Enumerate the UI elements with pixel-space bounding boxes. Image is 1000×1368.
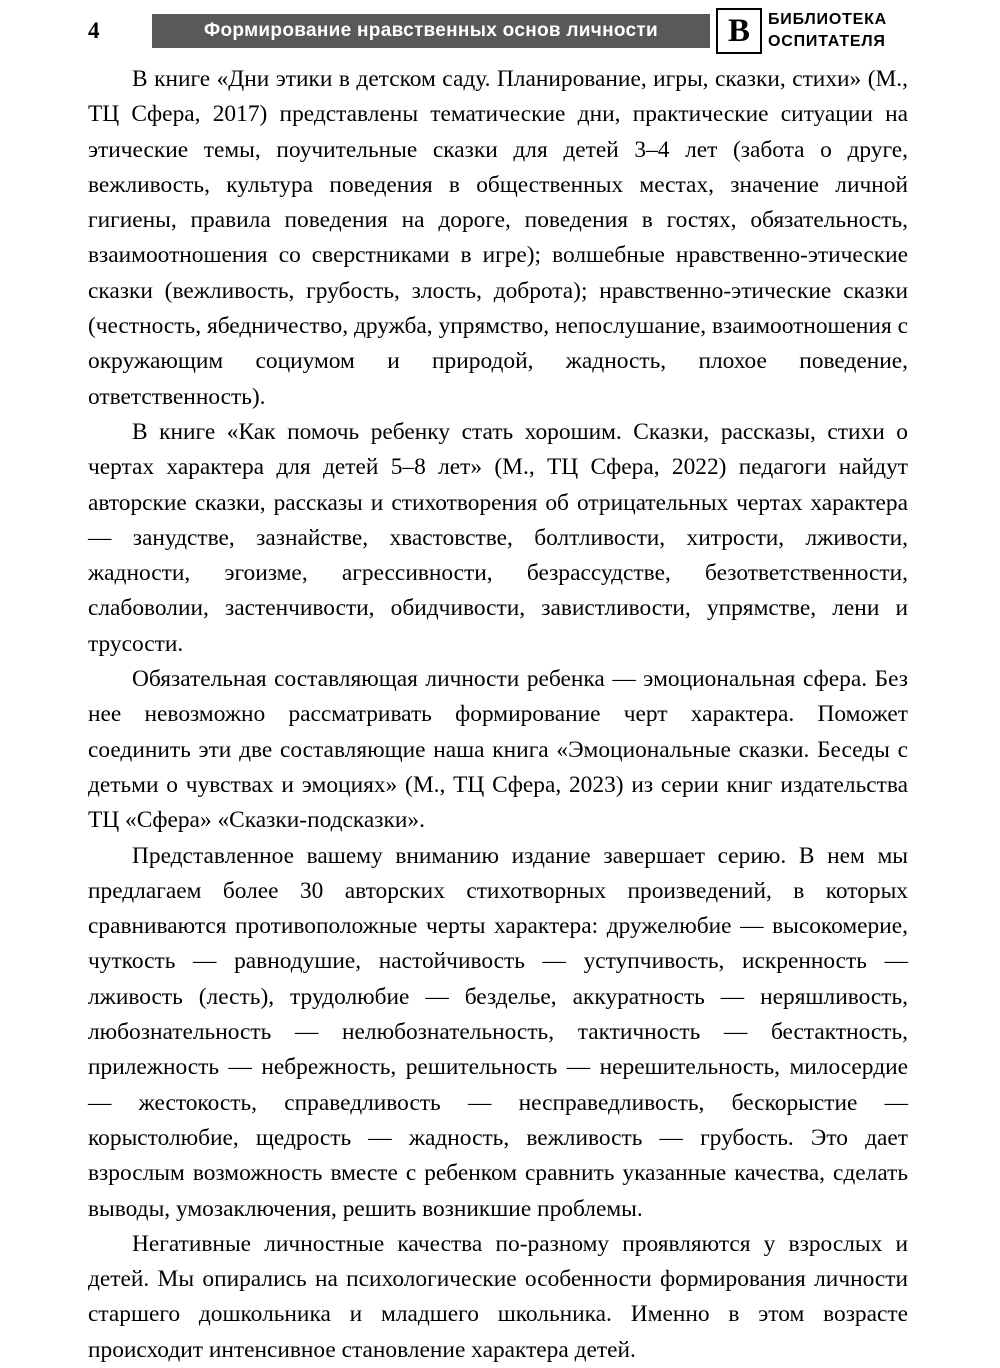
logo-line-2: ОСПИТАТЕЛЯ <box>768 33 886 50</box>
running-head <box>0 8 1000 54</box>
logo-letter-box <box>716 8 762 54</box>
paragraph: Негативные личностные качества по-разному проявляются у взрослых и детей. Мы опирались на психологические особенности формирования личности старшего дошкольника и младшего школьника. Именно в этом возрасте происходит интенсивное становление характера детей. <box>88 1230 908 1363</box>
paragraph: В книге «Как помочь ребенку стать хорошим. Сказки, рассказы, стихи о чертах характера для детей 5–8 лет» (М., ТЦ Сфера, 2022) педагоги найдут авторские сказки, рассказы и стихотворения об отрицательных чертах характера — занудстве, зазнайстве, хвастовстве, болтливости, хитрости, лживости, жадности, эгоизме, агрессивности, безрассудстве, безответственности, слабоволии, застенчивости, обидчивости, завистливости, упрямстве, лени и трусости. <box>88 418 908 657</box>
publisher-logo <box>716 8 916 54</box>
logo-wordmark <box>768 8 887 54</box>
logo-line-1: БИБЛИОТЕКА <box>768 11 888 29</box>
running-title: Формирование нравственных основ личности <box>204 20 658 41</box>
page-number: 4 <box>88 18 100 43</box>
page-body <box>88 62 908 1368</box>
paragraph: Обязательная составляющая личности ребенка — эмоциональная сфера. Без нее невозможно рассматривать формирование черт характера. Поможет соединить эти две составляющие наша книга «Эмоциональные сказки. Беседы с детьми о чувствах и эмоциях» (М., ТЦ Сфера, 2023) из серии книг издательства ТЦ «Сфера» «Сказки-подсказки». <box>88 666 908 834</box>
running-title-bar <box>152 14 710 48</box>
paragraph: В книге «Дни этики в детском саду. Планирование, игры, сказки, стихи» (М., ТЦ Сфера, 2017) представлены тематические дни, практические ситуации на этические темы, поучительные сказки для детей 3–4 лет (забота о друге, вежливость, культура поведения в общественных местах, значение личной гигиены, правила поведения на дороге, поведения в гостях, обязательность, взаимоотношения со сверстниками в игре); волшебные нравственно-этические сказки (вежливость, грубость, злость, доброта); нравственно-этические сказки (честность, ябедничество, дружба, упрямство, непослушание, взаимоотношения с окружающим социумом и природой, жадность, плохое поведение, ответственность). <box>88 66 908 410</box>
paragraph: Представленное вашему вниманию издание завершает серию. В нем мы предлагаем более 30 авторских стихотворных произведений, в которых сравниваются противоположные черты характера: дружелюбие — высокомерие, чуткость — равнодушие, настойчивость — уступчивость, искренность — лживость (лесть), трудолюбие — безделье, аккуратность — неряшливость, любознательность — нелюбознательность, тактичность — бестактность, прилежность — небрежность, решительность — нерешительность, милосердие — жестокость, справедливость — несправедливость, бескорыстие — корыстолюбие, щедрость — жадность, вежливость — грубость. Это дает взрослым возможность вместе с ребенком сравнить указанные качества, сделать выводы, умозаключения, решить возникшие проблемы. <box>88 842 908 1222</box>
logo-letter: В <box>727 12 750 49</box>
